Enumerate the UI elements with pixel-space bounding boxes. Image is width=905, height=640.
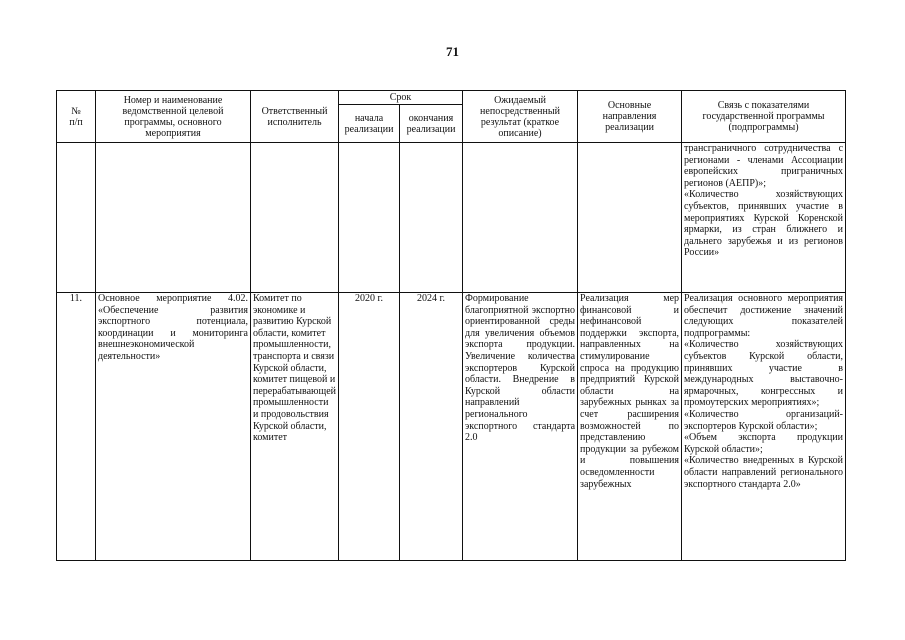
header-result: Ожидаемый непосредственный результат (краткое описание): [463, 91, 578, 143]
header-directions: Основные направления реализации: [578, 91, 682, 143]
program-table: [56, 90, 846, 561]
row-result: [463, 143, 578, 293]
row-start: [339, 143, 400, 293]
header-term-end: окончания реализации: [400, 105, 463, 143]
row-link: Реализация основного мероприятия обеспечит достижение значений следующих показателей подпрограммы: «Количество хозяйствующих субъектов Курской области, принявших участие в международных выставочно-ярмарочных, конгрессных и промоутерских мероприятиях»; «Количество организаций-экспортеров Курской области»; «Объем экспорта продукции Курской области»; «Количество внедренных в Курской области направлений регионального экспортного стандарта 2.0»: [682, 293, 846, 561]
header-responsible: Ответственный исполнитель: [251, 91, 339, 143]
row-result: Формирование благоприятной экспортно ориентированной среды для увеличения объемов экспорта продукции. Увеличение количества экспортеров Курской области. Внедрение в Курской области направлений регионального экспортного стандарта 2.0: [463, 293, 578, 561]
row-name: Основное мероприятие 4.02. «Обеспечение развития экспортного потенциала, координации и мониторинга внешнеэкономической деятельности»: [96, 293, 251, 561]
header-term: Срок: [339, 91, 463, 105]
row-name: [96, 143, 251, 293]
page-number: 71: [446, 44, 459, 59]
table-row: [57, 293, 846, 561]
row-end: [400, 143, 463, 293]
header-link: Связь с показателями государственной программы (подпрограммы): [682, 91, 846, 143]
row-end: 2024 г.: [400, 293, 463, 561]
header-num: № п/п: [57, 91, 96, 143]
row-directions: [578, 143, 682, 293]
row-num: [57, 143, 96, 293]
row-num: 11.: [57, 293, 96, 561]
row-responsible: [251, 143, 339, 293]
row-directions: Реализация мер финансовой и нефинансовой поддержки экспорта, направленных на стимулирование спроса на продукцию предприятий Курской области на зарубежных рынках за счет расширения возможностей по представлению продукции за рубежом и повышения осведомленности зарубежных: [578, 293, 682, 561]
header-term-start: начала реализации: [339, 105, 400, 143]
row-link: трансграничного сотрудничества с регионами - членами Ассоциации европейских приграничных регионов (АЕПР)»; «Количество хозяйствующих субъектов, принявших участие в мероприятиях Курской Коренской ярмарки, из стран ближнего и дальнего зарубежья и из регионов России»: [682, 143, 846, 293]
row-responsible: Комитет по экономике и развитию Курской области, комитет промышленности, транспорта и связи Курской области, комитет пищевой и перерабатывающей промышленности и продовольствия Курской области, комитет: [251, 293, 339, 561]
row-start: 2020 г.: [339, 293, 400, 561]
table-row: [57, 143, 846, 293]
header-name: Номер и наименование ведомственной целевой программы, основного мероприятия: [96, 91, 251, 143]
